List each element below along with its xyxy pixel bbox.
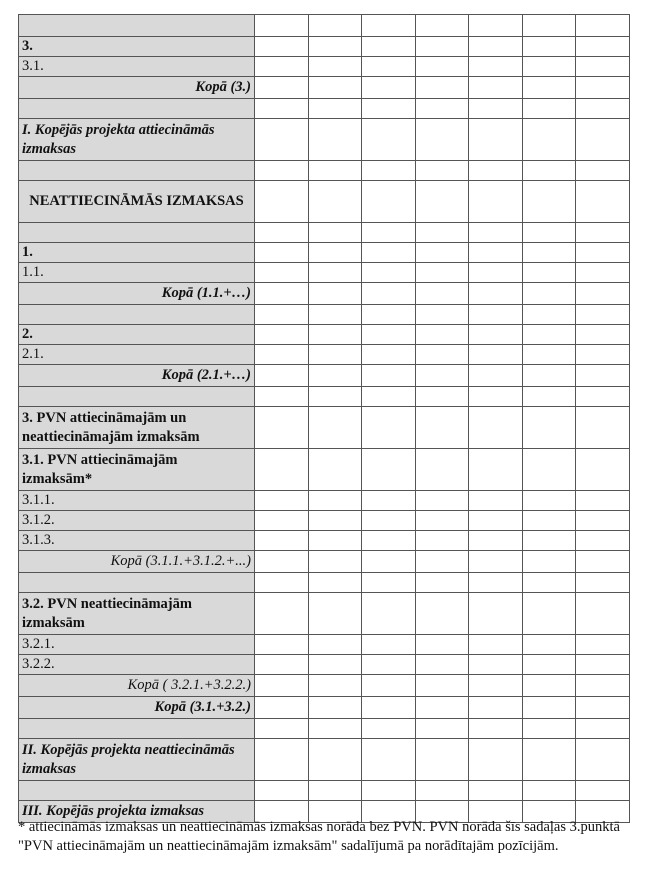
row-label: Kopā (3.1.+3.2.): [19, 697, 255, 719]
value-cell[interactable]: [522, 181, 576, 223]
value-cell[interactable]: [576, 161, 630, 181]
value-cell[interactable]: [576, 635, 630, 655]
value-cell[interactable]: [255, 15, 309, 37]
value-cell[interactable]: [522, 119, 576, 161]
value-cell[interactable]: [576, 325, 630, 345]
value-cell[interactable]: [522, 223, 576, 243]
value-cell[interactable]: [522, 57, 576, 77]
value-cell[interactable]: [308, 99, 362, 119]
value-cell[interactable]: [255, 739, 309, 781]
value-cell[interactable]: [362, 531, 416, 551]
value-cell[interactable]: [308, 407, 362, 449]
value-cell[interactable]: [522, 573, 576, 593]
value-cell[interactable]: [308, 573, 362, 593]
value-cell[interactable]: [362, 573, 416, 593]
footnote: * attiecināmās izmaksas un neattiecināmās izmaksas norāda bez PVN. PVN norāda šīs sadaļas 3.punktā "PVN attiecināmajām un neattiecināmajām izmaksām" sadalījumā pa norādītajām pozīcijām.: [18, 819, 620, 854]
value-cell[interactable]: [576, 37, 630, 57]
row-label: I. Kopējās projekta attiecināmās izmaksas: [19, 119, 255, 161]
table-row: [19, 161, 630, 181]
table-row: [19, 635, 630, 655]
value-cell[interactable]: [362, 57, 416, 77]
table-row: [19, 263, 630, 283]
value-cell[interactable]: [576, 675, 630, 697]
row-label: 1.1.: [19, 263, 255, 283]
value-cell[interactable]: [415, 511, 469, 531]
value-cell[interactable]: [362, 655, 416, 675]
table-row: [19, 99, 630, 119]
value-cell[interactable]: [255, 531, 309, 551]
value-cell[interactable]: [469, 551, 523, 573]
value-cell[interactable]: [308, 57, 362, 77]
value-cell[interactable]: [255, 675, 309, 697]
value-cell[interactable]: [576, 387, 630, 407]
row-label: 3.1.: [19, 57, 255, 77]
value-cell[interactable]: [415, 387, 469, 407]
table-row: [19, 719, 630, 739]
table-row: [19, 57, 630, 77]
value-cell[interactable]: [308, 781, 362, 801]
value-cell[interactable]: [362, 181, 416, 223]
value-cell[interactable]: [522, 635, 576, 655]
value-cell[interactable]: [469, 739, 523, 781]
value-cell[interactable]: [255, 181, 309, 223]
value-cell[interactable]: [576, 15, 630, 37]
value-cell[interactable]: [522, 387, 576, 407]
value-cell[interactable]: [362, 223, 416, 243]
value-cell[interactable]: [415, 57, 469, 77]
value-cell[interactable]: [576, 345, 630, 365]
value-cell[interactable]: [308, 305, 362, 325]
row-label: [19, 573, 255, 593]
value-cell[interactable]: [255, 263, 309, 283]
value-cell[interactable]: [255, 345, 309, 365]
value-cell[interactable]: [415, 593, 469, 635]
value-cell[interactable]: [362, 387, 416, 407]
value-cell[interactable]: [308, 15, 362, 37]
value-cell[interactable]: [522, 161, 576, 181]
value-cell[interactable]: [469, 781, 523, 801]
row-label: [19, 161, 255, 181]
row-label: Kopā (3.1.1.+3.1.2.+...): [19, 551, 255, 573]
value-cell[interactable]: [522, 283, 576, 305]
value-cell[interactable]: [469, 57, 523, 77]
table-row: [19, 365, 630, 387]
value-cell[interactable]: [362, 283, 416, 305]
value-cell[interactable]: [362, 325, 416, 345]
value-cell[interactable]: [576, 573, 630, 593]
value-cell[interactable]: [522, 781, 576, 801]
value-cell[interactable]: [522, 593, 576, 635]
row-label: Kopā ( 3.2.1.+3.2.2.): [19, 675, 255, 697]
value-cell[interactable]: [576, 181, 630, 223]
value-cell[interactable]: [308, 739, 362, 781]
value-cell[interactable]: [576, 223, 630, 243]
table-row: [19, 573, 630, 593]
value-cell[interactable]: [415, 345, 469, 365]
value-cell[interactable]: [415, 531, 469, 551]
value-cell[interactable]: [415, 181, 469, 223]
value-cell[interactable]: [362, 675, 416, 697]
value-cell[interactable]: [469, 675, 523, 697]
row-label: Kopā (2.1.+…): [19, 365, 255, 387]
value-cell[interactable]: [469, 161, 523, 181]
value-cell[interactable]: [255, 697, 309, 719]
value-cell[interactable]: [522, 345, 576, 365]
value-cell[interactable]: [469, 77, 523, 99]
row-label: II. Kopējās projekta neattiecināmās izmaksas: [19, 739, 255, 781]
table-row: [19, 449, 630, 491]
value-cell[interactable]: [576, 531, 630, 551]
value-cell[interactable]: [415, 407, 469, 449]
value-cell[interactable]: [576, 719, 630, 739]
row-label: NEATTIECINĀMĀS IZMAKSAS: [19, 181, 255, 223]
value-cell[interactable]: [415, 263, 469, 283]
value-cell[interactable]: [308, 635, 362, 655]
table-row: [19, 593, 630, 635]
value-cell[interactable]: [415, 719, 469, 739]
value-cell[interactable]: [415, 781, 469, 801]
table-row: [19, 387, 630, 407]
value-cell[interactable]: [522, 491, 576, 511]
row-label: 3.: [19, 37, 255, 57]
value-cell[interactable]: [362, 37, 416, 57]
value-cell[interactable]: [415, 573, 469, 593]
value-cell[interactable]: [415, 77, 469, 99]
table-row: [19, 181, 630, 223]
value-cell[interactable]: [576, 655, 630, 675]
value-cell[interactable]: [362, 119, 416, 161]
value-cell[interactable]: [469, 99, 523, 119]
value-cell[interactable]: [415, 491, 469, 511]
value-cell[interactable]: [576, 119, 630, 161]
table-row: [19, 511, 630, 531]
row-label: 1.: [19, 243, 255, 263]
table-row: [19, 697, 630, 719]
row-label: Kopā (3.): [19, 77, 255, 99]
row-label: [19, 781, 255, 801]
value-cell[interactable]: [469, 325, 523, 345]
value-cell[interactable]: [255, 119, 309, 161]
value-cell[interactable]: [522, 719, 576, 739]
value-cell[interactable]: [576, 739, 630, 781]
cost-table-body: [19, 15, 630, 823]
table-row: [19, 531, 630, 551]
value-cell[interactable]: [469, 511, 523, 531]
value-cell[interactable]: [308, 387, 362, 407]
value-cell[interactable]: [362, 781, 416, 801]
value-cell[interactable]: [522, 449, 576, 491]
table-row: [19, 491, 630, 511]
table-row: [19, 655, 630, 675]
table-row: [19, 551, 630, 573]
value-cell[interactable]: [362, 263, 416, 283]
value-cell[interactable]: [362, 407, 416, 449]
table-row: [19, 223, 630, 243]
value-cell[interactable]: [362, 635, 416, 655]
value-cell[interactable]: [522, 305, 576, 325]
value-cell[interactable]: [308, 675, 362, 697]
value-cell[interactable]: [576, 449, 630, 491]
row-label: 3.2. PVN neattiecināmajām izmaksām: [19, 593, 255, 635]
value-cell[interactable]: [255, 161, 309, 181]
value-cell[interactable]: [576, 407, 630, 449]
value-cell[interactable]: [522, 407, 576, 449]
value-cell[interactable]: [308, 243, 362, 263]
value-cell[interactable]: [362, 491, 416, 511]
value-cell[interactable]: [255, 243, 309, 263]
value-cell[interactable]: [522, 77, 576, 99]
value-cell[interactable]: [362, 15, 416, 37]
value-cell[interactable]: [308, 223, 362, 243]
row-label: III. Kopējās projekta izmaksas: [19, 801, 255, 823]
value-cell[interactable]: [255, 635, 309, 655]
value-cell[interactable]: [362, 243, 416, 263]
value-cell[interactable]: [308, 449, 362, 491]
value-cell[interactable]: [522, 365, 576, 387]
value-cell[interactable]: [255, 305, 309, 325]
value-cell[interactable]: [522, 37, 576, 57]
value-cell[interactable]: [522, 325, 576, 345]
value-cell[interactable]: [415, 243, 469, 263]
value-cell[interactable]: [469, 305, 523, 325]
value-cell[interactable]: [415, 161, 469, 181]
value-cell[interactable]: [308, 181, 362, 223]
value-cell[interactable]: [415, 119, 469, 161]
value-cell[interactable]: [308, 655, 362, 675]
value-cell[interactable]: [255, 223, 309, 243]
table-row: [19, 37, 630, 57]
row-label: 3.2.2.: [19, 655, 255, 675]
row-label: 2.: [19, 325, 255, 345]
value-cell[interactable]: [255, 77, 309, 99]
row-label: [19, 223, 255, 243]
table-row: [19, 345, 630, 365]
table-row: [19, 325, 630, 345]
value-cell[interactable]: [255, 283, 309, 305]
value-cell[interactable]: [255, 573, 309, 593]
value-cell[interactable]: [522, 99, 576, 119]
value-cell[interactable]: [255, 781, 309, 801]
value-cell[interactable]: [255, 365, 309, 387]
value-cell[interactable]: [308, 37, 362, 57]
table-row: [19, 407, 630, 449]
value-cell[interactable]: [522, 675, 576, 697]
value-cell[interactable]: [469, 449, 523, 491]
value-cell[interactable]: [308, 593, 362, 635]
value-cell[interactable]: [362, 305, 416, 325]
value-cell[interactable]: [255, 325, 309, 345]
value-cell[interactable]: [522, 739, 576, 781]
value-cell[interactable]: [469, 655, 523, 675]
value-cell[interactable]: [576, 263, 630, 283]
row-label: [19, 305, 255, 325]
value-cell[interactable]: [255, 511, 309, 531]
value-cell[interactable]: [308, 531, 362, 551]
value-cell[interactable]: [362, 511, 416, 531]
value-cell[interactable]: [576, 99, 630, 119]
value-cell[interactable]: [469, 719, 523, 739]
value-cell[interactable]: [576, 491, 630, 511]
value-cell[interactable]: [469, 531, 523, 551]
value-cell[interactable]: [469, 365, 523, 387]
value-cell[interactable]: [576, 57, 630, 77]
value-cell[interactable]: [308, 551, 362, 573]
value-cell[interactable]: [255, 719, 309, 739]
table-row: [19, 305, 630, 325]
value-cell[interactable]: [469, 37, 523, 57]
row-label: 3. PVN attiecināmajām un neattiecināmajām izmaksām: [19, 407, 255, 449]
value-cell[interactable]: [415, 37, 469, 57]
value-cell[interactable]: [469, 345, 523, 365]
value-cell[interactable]: [576, 593, 630, 635]
table-row: [19, 15, 630, 37]
value-cell[interactable]: [255, 57, 309, 77]
value-cell[interactable]: [308, 511, 362, 531]
value-cell[interactable]: [469, 15, 523, 37]
value-cell[interactable]: [415, 655, 469, 675]
value-cell[interactable]: [308, 491, 362, 511]
table-row: [19, 283, 630, 305]
cost-table: [18, 14, 630, 823]
value-cell[interactable]: [469, 635, 523, 655]
value-cell[interactable]: [362, 161, 416, 181]
value-cell[interactable]: [469, 697, 523, 719]
value-cell[interactable]: [469, 593, 523, 635]
value-cell[interactable]: [308, 365, 362, 387]
value-cell[interactable]: [576, 365, 630, 387]
value-cell[interactable]: [362, 593, 416, 635]
value-cell[interactable]: [415, 697, 469, 719]
value-cell[interactable]: [255, 491, 309, 511]
value-cell[interactable]: [415, 223, 469, 243]
value-cell[interactable]: [415, 365, 469, 387]
value-cell[interactable]: [576, 781, 630, 801]
value-cell[interactable]: [255, 387, 309, 407]
value-cell[interactable]: [308, 283, 362, 305]
value-cell[interactable]: [576, 305, 630, 325]
row-label: 3.1.3.: [19, 531, 255, 551]
value-cell[interactable]: [576, 243, 630, 263]
value-cell[interactable]: [522, 551, 576, 573]
value-cell[interactable]: [469, 119, 523, 161]
row-label: [19, 15, 255, 37]
value-cell[interactable]: [415, 99, 469, 119]
value-cell[interactable]: [469, 223, 523, 243]
value-cell[interactable]: [362, 551, 416, 573]
value-cell[interactable]: [255, 37, 309, 57]
value-cell[interactable]: [362, 697, 416, 719]
row-label: [19, 387, 255, 407]
value-cell[interactable]: [362, 345, 416, 365]
value-cell[interactable]: [522, 15, 576, 37]
value-cell[interactable]: [362, 739, 416, 781]
value-cell[interactable]: [308, 719, 362, 739]
value-cell[interactable]: [415, 739, 469, 781]
value-cell[interactable]: [522, 697, 576, 719]
value-cell[interactable]: [469, 573, 523, 593]
value-cell[interactable]: [576, 551, 630, 573]
value-cell[interactable]: [415, 675, 469, 697]
value-cell[interactable]: [362, 99, 416, 119]
value-cell[interactable]: [469, 491, 523, 511]
row-label: 2.1.: [19, 345, 255, 365]
row-label: 3.1.2.: [19, 511, 255, 531]
value-cell[interactable]: [362, 449, 416, 491]
value-cell[interactable]: [415, 635, 469, 655]
value-cell[interactable]: [308, 697, 362, 719]
value-cell[interactable]: [362, 719, 416, 739]
value-cell[interactable]: [255, 449, 309, 491]
table-row: [19, 77, 630, 99]
row-label: Kopā (1.1.+…): [19, 283, 255, 305]
value-cell[interactable]: [469, 283, 523, 305]
value-cell[interactable]: [255, 655, 309, 675]
row-label: 3.1. PVN attiecināmajām izmaksām*: [19, 449, 255, 491]
value-cell[interactable]: [469, 263, 523, 283]
value-cell[interactable]: [415, 15, 469, 37]
value-cell[interactable]: [522, 263, 576, 283]
value-cell[interactable]: [255, 407, 309, 449]
value-cell[interactable]: [469, 181, 523, 223]
row-label: 3.2.1.: [19, 635, 255, 655]
value-cell[interactable]: [255, 551, 309, 573]
table-row: [19, 119, 630, 161]
table-row: [19, 243, 630, 263]
value-cell[interactable]: [522, 511, 576, 531]
value-cell[interactable]: [362, 77, 416, 99]
value-cell[interactable]: [469, 243, 523, 263]
row-label: 3.1.1.: [19, 491, 255, 511]
value-cell[interactable]: [255, 593, 309, 635]
value-cell[interactable]: [308, 325, 362, 345]
table-row: [19, 739, 630, 781]
value-cell[interactable]: [362, 365, 416, 387]
value-cell[interactable]: [522, 243, 576, 263]
value-cell[interactable]: [469, 387, 523, 407]
value-cell[interactable]: [576, 283, 630, 305]
value-cell[interactable]: [415, 283, 469, 305]
row-label: [19, 99, 255, 119]
value-cell[interactable]: [469, 407, 523, 449]
value-cell[interactable]: [308, 345, 362, 365]
value-cell[interactable]: [415, 325, 469, 345]
value-cell[interactable]: [308, 77, 362, 99]
value-cell[interactable]: [576, 511, 630, 531]
table-row: [19, 781, 630, 801]
value-cell[interactable]: [576, 77, 630, 99]
value-cell[interactable]: [308, 263, 362, 283]
value-cell[interactable]: [415, 449, 469, 491]
value-cell[interactable]: [415, 551, 469, 573]
table-row: [19, 675, 630, 697]
row-label: [19, 719, 255, 739]
value-cell[interactable]: [576, 697, 630, 719]
value-cell[interactable]: [255, 99, 309, 119]
value-cell[interactable]: [415, 305, 469, 325]
value-cell[interactable]: [308, 161, 362, 181]
value-cell[interactable]: [522, 531, 576, 551]
value-cell[interactable]: [308, 119, 362, 161]
value-cell[interactable]: [522, 655, 576, 675]
